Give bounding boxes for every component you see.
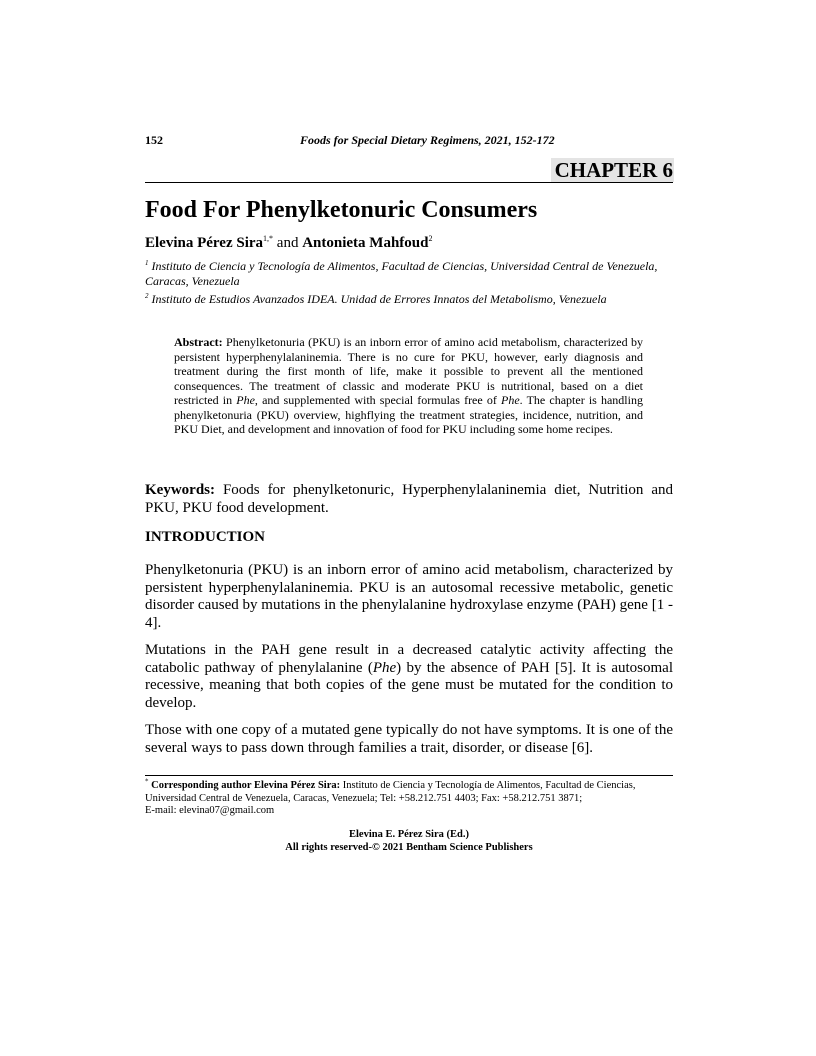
abstract-label: Abstract: — [174, 335, 223, 349]
chapter-label: CHAPTER 6 — [551, 158, 674, 182]
chapter-divider — [145, 182, 673, 183]
abstract-text-2: , and supplemented with special formulas free of — [254, 393, 501, 407]
affiliation-2-text: Instituto de Estudios Avanzados IDEA. Unidad de Errores Innatos del Metabolismo, Venezuela — [151, 292, 607, 306]
introduction-heading: INTRODUCTION — [145, 529, 266, 545]
affiliation-2-mark: 2 — [145, 292, 149, 300]
keywords — [145, 482, 673, 517]
intro-paragraph-2-a: Mutations in the PAH gene result in a decreased catalytic activity affecting the catabolic pathway of phenylalanine ( — [145, 642, 673, 676]
intro-paragraph-2 — [145, 642, 673, 712]
footnote-divider — [145, 775, 673, 776]
footer-rights: All rights reserved-© 2021 Bentham Science Publishers — [285, 841, 533, 853]
keywords-text: Foods for phenylketonuric, Hyperphenylalaninemia diet, Nutrition and PKU, PKU food development. — [145, 482, 673, 516]
intro-paragraph-3: Those with one copy of a mutated gene typically do not have symptoms. It is one of the several ways to pass down through families a trait, disorder, or disease [6]. — [145, 722, 673, 756]
author-1-affil-mark: 1,* — [263, 234, 274, 243]
footnote-mark: * — [145, 777, 149, 786]
affiliation-2 — [145, 292, 673, 307]
footnote-email: E-mail: elevina07@gmail.com — [145, 805, 275, 816]
footnote — [145, 777, 673, 818]
author-1: Elevina Pérez Sira — [145, 235, 264, 251]
intro-paragraph-1: Phenylketonuria (PKU) is an inborn error of amino acid metabolism, characterized by persistent hyperphenylalaninemia. PKU is an autosomal recessive metabolic, genetic disorder caused by mutations in the phenylalanine hydroxylase enzyme (PAH) gene [1 - 4]. — [145, 562, 673, 631]
affiliation-1-mark: 1 — [145, 259, 149, 267]
page-number: 152 — [145, 133, 163, 147]
abstract-text-3: . The chapter is handling phenylketonuria (PKU) overview, highflying the treatment strategies, incidence, nutrition, and PKU Diet, and development and innovation of food for PKU including some home recipes. — [174, 393, 643, 436]
running-head — [300, 133, 555, 148]
author-line — [145, 235, 432, 252]
journal-name: Foods for Special Dietary Regimens — [300, 133, 479, 147]
abstract-phe-2: Phe — [501, 393, 520, 407]
keywords-label: Keywords: — [145, 482, 215, 498]
journal-citation: , 2021, 152-172 — [478, 133, 555, 147]
abstract-phe-1: Phe — [236, 393, 255, 407]
affiliation-1-text: Instituto de Ciencia y Tecnología de Alimentos, Facultad de Ciencias, Universidad Central de Venezuela, Caracas, Venezuela — [145, 259, 658, 288]
abstract — [174, 335, 643, 437]
article-title: Food For Phenylketonuric Consumers — [145, 197, 538, 223]
page-footer — [145, 829, 673, 854]
footer-editor: Elevina E. Pérez Sira (Ed.) — [349, 829, 469, 840]
footnote-text: Instituto de Ciencia y Tecnología de Alimentos, Facultad de Ciencias, Universidad Central de Venezuela, Caracas, Venezuela; Tel: +58.212.751 4403; Fax: +58.212.751 3871; — [145, 780, 636, 804]
intro-paragraph-2-b: ) by the absence of PAH [5]. It is autosomal recessive, meaning that both copies of the gene must be mutated for the condition to develop. — [145, 659, 673, 711]
footnote-label: Corresponding author Elevina Pérez Sira: — [151, 780, 341, 791]
affiliation-1 — [145, 259, 673, 289]
author-conjunction: and — [273, 235, 303, 251]
intro-paragraph-2-phe: Phe — [372, 659, 397, 676]
author-2: Antonieta Mahfoud — [302, 235, 429, 251]
abstract-text-1: Phenylketonuria (PKU) is an inborn error of amino acid metabolism, characterized by persistent hyperphenylalaninemia. There is no cure for PKU, however, early diagnosis and treatment during the first month of life, make it possible to prevent all the mentioned consequences. The treatment of classic and moderate PKU is nutritional, based on a diet restricted in — [174, 335, 643, 407]
author-2-affil-mark: 2 — [428, 234, 433, 243]
